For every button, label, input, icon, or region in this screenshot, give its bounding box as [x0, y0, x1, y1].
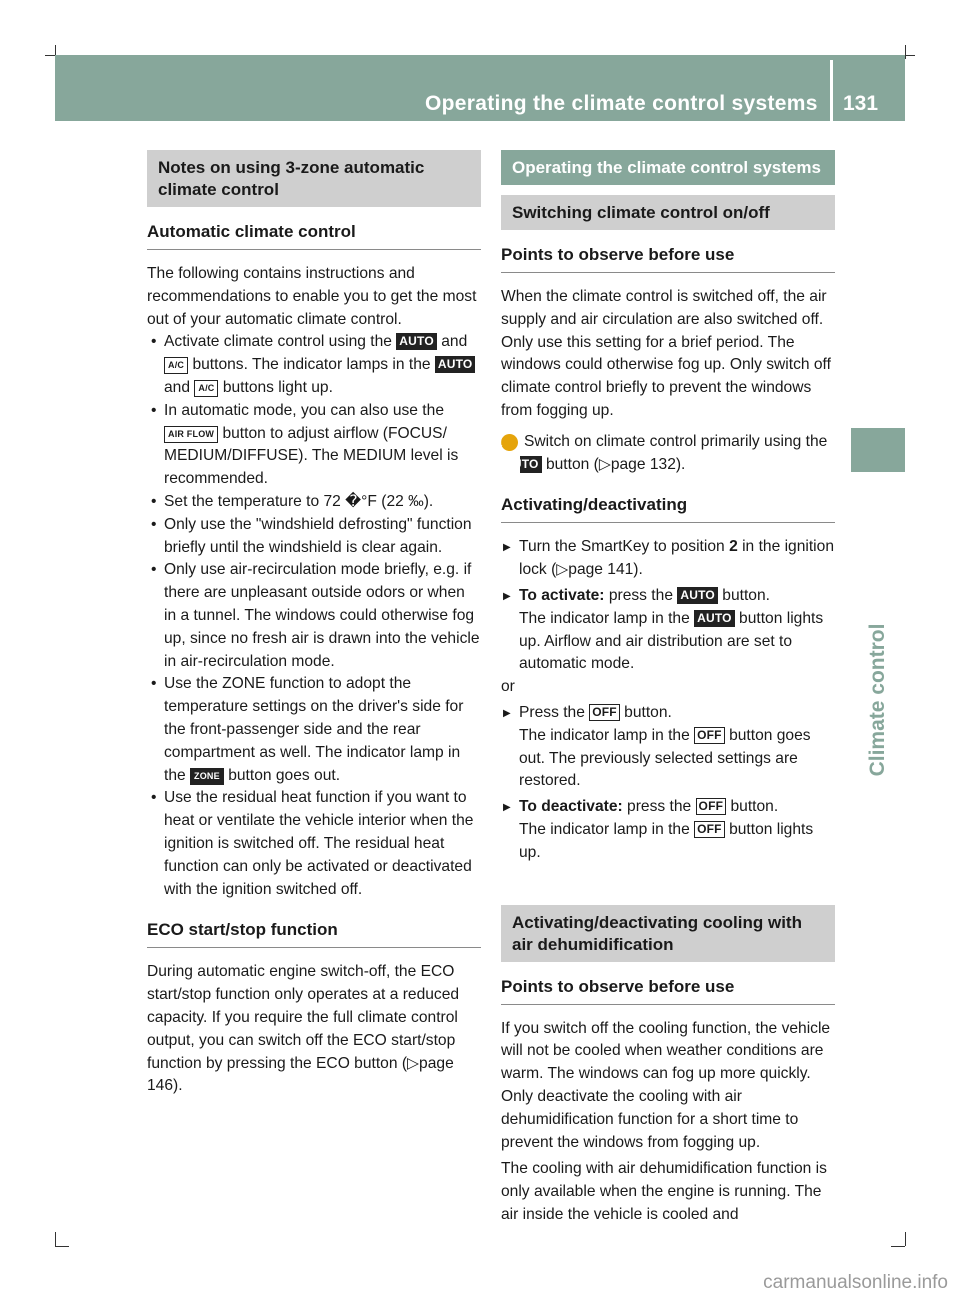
- side-tab-marker: [851, 428, 905, 472]
- bullet-temperature: • Set the temperature to 72 �°F (22 ‰).: [147, 491, 481, 514]
- crop-mark-bl-h: [55, 1246, 69, 1247]
- bullet-residual-heat: • Use the residual heat function if you want to heat or ventilate the vehicle interior when the ignition is switched off. The residual heat function can only be activated or deactivated with the ignition switched off.: [147, 787, 481, 901]
- auto-key-icon: AUTO: [435, 356, 476, 373]
- off-key-icon: OFF: [589, 704, 620, 721]
- right-column: [497, 150, 835, 1227]
- zone-key-icon: ZONE: [190, 768, 224, 785]
- auto-key-icon: AUTO: [677, 587, 718, 604]
- eco-paragraph: During automatic engine switch-off, the ECO start/stop function only operates at a reduced capacity. If you require the full climate control output, you can switch off the ECO start/stop function by pressing the ECO button (▷page 146).: [147, 963, 460, 1095]
- switched-off-paragraph: When the climate control is switched off, the air supply and air circulation are also switched off. Only use this setting for a brief period. The windows could otherwise fog up. Only switch off climate control briefly to prevent the windows from fogging up.: [501, 288, 831, 419]
- crop-mark-br-h: [891, 1246, 905, 1247]
- bullet-defrost: • Only use the "windshield defrosting" function briefly until the windshield is clear again.: [147, 514, 481, 560]
- header-separator: [830, 60, 833, 121]
- crop-mark-bl-v: [55, 1232, 56, 1246]
- page-ref-arrow-icon: ▷: [407, 1054, 420, 1072]
- subheading-eco-start-stop: ECO start/stop function: [147, 919, 481, 948]
- page-number: 131: [843, 92, 879, 115]
- auto-key-icon: AUTO: [694, 610, 735, 627]
- off-key-icon: OFF: [694, 821, 725, 838]
- airflow-key-icon: AIR FLOW: [164, 426, 218, 443]
- step-turn-smartkey: ▶ Turn the SmartKey to position 2 in the ignition lock (▷page 141).: [501, 536, 835, 582]
- cooling-paragraph: If you switch off the cooling function, the vehicle will not be cooled when weather conditions are warm. The windows can fog up more quickly. Only deactivate the cooling with air dehumidification function for a short time to prevent the windows from fogging up.: [501, 1019, 831, 1151]
- left-column: [147, 150, 481, 1098]
- bullet-recirculation: • Only use air-recirculation mode briefly, e.g. if there are unpleasant outside odors or when in a tunnel. The windows could otherwise fog up, since no fresh air is drawn into the vehicle in air-recirculation mode.: [147, 559, 481, 673]
- step-to-deactivate: ▶ To deactivate: press the OFF button. The indicator lamp in the OFF button lights up.: [501, 796, 835, 864]
- bullet-activate: • Activate climate control using the AUTO and A/C buttons. The indicator lamps in the AUTO and A/C buttons light up.: [147, 331, 481, 399]
- footer-watermark[interactable]: carmanualsonline.info: [763, 1272, 948, 1293]
- auto-key-icon: AUTO: [520, 456, 542, 473]
- section-heading-cooling: Activating/deactivating cooling with air dehumidification: [501, 905, 835, 962]
- info-note: i Switch on climate control primarily using the AUTO button (▷page 132).: [497, 432, 828, 473]
- bullet-zone: • Use the ZONE function to adopt the temperature settings on the driver's side for the front-passenger side and the rear compartment as well. The indicator lamp in the ZONE button goes out.: [147, 673, 481, 787]
- page-ref-arrow-icon: ▷: [598, 455, 611, 473]
- crop-mark-tr-v: [905, 45, 906, 59]
- off-key-icon: OFF: [694, 727, 725, 744]
- or-label: or: [501, 678, 515, 696]
- subheading-points-to-observe: Points to observe before use: [501, 244, 835, 273]
- section-heading-operating: Operating the climate control systems: [501, 150, 835, 185]
- info-icon: i: [501, 434, 518, 451]
- step-to-activate: ▶ To activate: press the AUTO button. The indicator lamp in the AUTO button lights up. Airflow and air distribution are set to automatic mode.: [501, 585, 835, 676]
- subheading-activating-deactivating: Activating/deactivating: [501, 494, 835, 523]
- step-press-off: ▶ Press the OFF button. The indicator lamp in the OFF button goes out. The previously selected settings are restored.: [501, 702, 835, 793]
- section-heading-switching: Switching climate control on/off: [501, 195, 835, 230]
- off-key-icon: OFF: [696, 798, 727, 815]
- bullet-airflow: • In automatic mode, you can also use the AIR FLOW button to adjust airflow (FOCUS/ MEDIUM/DIFFUSE). The MEDIUM level is recommended.: [147, 400, 481, 491]
- page-ref-arrow-icon: ▷: [556, 561, 569, 579]
- auto-key-icon: AUTO: [396, 333, 437, 350]
- side-tab-label: Climate control: [866, 623, 889, 777]
- ac-key-icon: A/C: [194, 380, 218, 397]
- cooling-availability-paragraph: The cooling with air dehumidification function is only available when the engine is running. The air inside the vehicle is cooled and: [501, 1160, 827, 1223]
- header-title: Operating the climate control systems: [425, 92, 818, 115]
- subheading-automatic-climate-control: Automatic climate control: [147, 221, 481, 250]
- section-heading-notes: Notes on using 3-zone automatic climate control: [147, 150, 481, 207]
- subheading-points-to-observe-2: Points to observe before use: [501, 976, 835, 1005]
- intro-paragraph: The following contains instructions and recommendations to enable you to get the most out of your automatic climate control.: [147, 265, 477, 328]
- ac-key-icon: A/C: [164, 357, 188, 374]
- crop-mark-br-v: [905, 1232, 906, 1246]
